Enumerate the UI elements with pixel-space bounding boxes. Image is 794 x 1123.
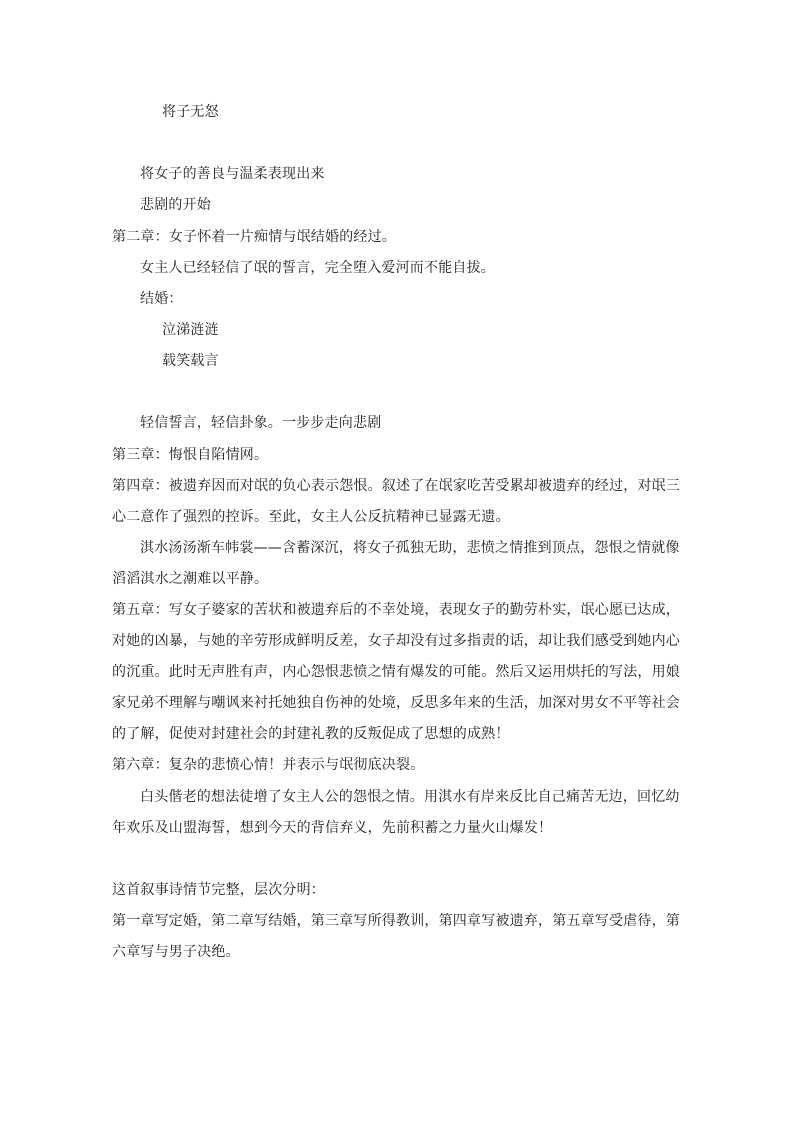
chapter-5-line-3: 的沉重。此时无声胜有声，内心怨恨悲愤之情有爆发的可能。然后又运用烘托的写法，用娘	[112, 664, 680, 680]
chapter-6-analysis: 白头偕老的想法徒增了女主人公的怨恨之情。用淇水有岸来反比自己痛苦无边，回忆幼	[140, 789, 680, 805]
chapter-4-continued: 心二意作了强烈的控诉。至此，女主人公反抗精神已显露无遗。	[112, 509, 510, 525]
summary-intro: 这首叙事诗情节完整，层次分明：	[112, 882, 325, 898]
chapter-5-line-2: 对她的凶暴，与她的辛劳形成鲜明反差，女子却没有过多指责的话，却让我们感受到她内心	[112, 633, 680, 649]
marriage-label: 结婚：	[140, 291, 183, 307]
chapter-4-analysis-continued: 滔滔淇水之潮难以平静。	[112, 571, 269, 587]
chapter-5-line-4: 家兄弟不理解与嘲讽来衬托她独自伤神的处境，反思多年来的生活，加深对男女不平等社会	[112, 695, 680, 711]
chapter-2-note: 女主人已经轻信了氓的誓言，完全堕入爱河而不能自拔。	[140, 260, 495, 276]
note-tragedy-start: 悲剧的开始	[140, 197, 211, 213]
chapter-4-analysis: 淇水汤汤渐车帏裳——含蓄深沉，将女子孤独无助，悲愤之情推到顶点，怨恨之情就像	[140, 540, 680, 556]
chapter-6-analysis-continued: 年欢乐及山盟海誓，想到今天的背信弃义，先前积蓄之力量火山爆发！	[112, 820, 553, 836]
chapter-5-line-5: 的了解，促使对封建社会的封建礼教的反叛促成了思想的成熟！	[112, 726, 510, 742]
summary-line-1: 第一章写定婚，第二章写结婚，第三章写所得教训，第四章写被遗弃，第五章写受虐待，第	[112, 913, 680, 929]
note-goodness: 将女子的善良与温柔表现出来	[140, 166, 325, 182]
chapter-3-heading: 第三章：悔恨自陷情网。	[112, 447, 269, 463]
note-believing-oaths: 轻信誓言，轻信卦象。一步步走向悲剧	[140, 415, 382, 431]
poem-line-zaixiao: 载笑载言	[162, 353, 219, 369]
poem-line-qiti: 泣涕涟涟	[162, 322, 219, 338]
poem-line-jiangziwunu: 将子无怒	[162, 104, 219, 120]
chapter-6-heading: 第六章：复杂的悲愤心情！并表示与氓彻底决裂。	[112, 757, 425, 773]
chapter-4-heading: 第四章：被遗弃因而对氓的负心表示怨恨。叙述了在氓家吃苦受累却被遗弃的经过，对氓三	[112, 478, 680, 494]
summary-line-2: 六章写与男子决绝。	[112, 944, 240, 960]
chapter-5-heading: 第五章：写女子婆家的苦状和被遗弃后的不幸处境，表现女子的勤劳朴实，氓心愿已达成，	[112, 602, 680, 618]
chapter-2-heading: 第二章：女子怀着一片痴情与氓结婚的经过。	[112, 229, 396, 245]
